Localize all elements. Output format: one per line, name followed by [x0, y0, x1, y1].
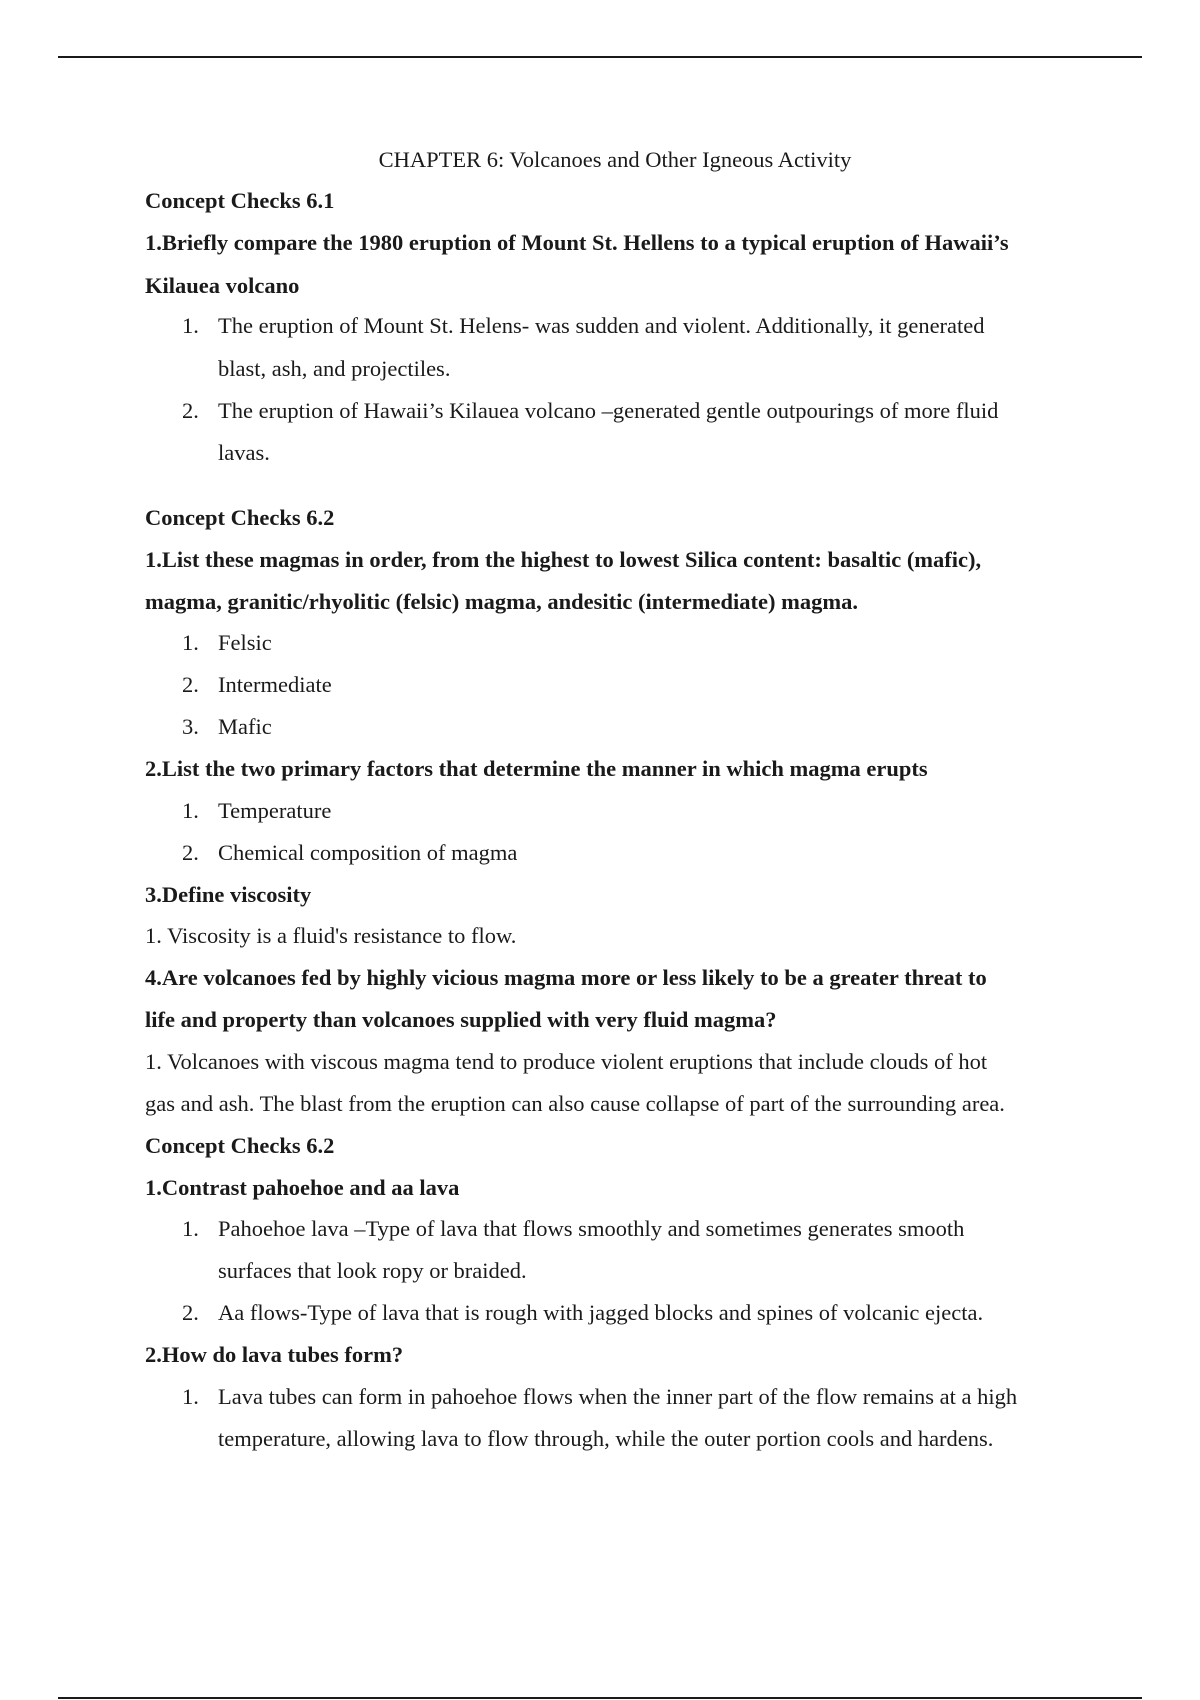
- question-text: Kilauea volcano: [145, 273, 300, 298]
- question-text: magma, granitic/rhyolitic (felsic) magma, andesitic (intermediate) magma.: [145, 589, 858, 614]
- question-text: 2.List the two primary factors that determine the manner in which magma erupts: [145, 756, 928, 781]
- list-number: 1.: [182, 313, 199, 338]
- question-text: 1.Contrast pahoehoe and aa lava: [145, 1175, 460, 1200]
- list-item: blast, ash, and projectiles.: [218, 356, 451, 381]
- list-number: 1.: [182, 1216, 199, 1241]
- bottom-rule: [58, 1697, 1142, 1699]
- question-text: 1.List these magmas in order, from the highest to lowest Silica content: basaltic (mafic),: [145, 547, 982, 572]
- list-item: surfaces that look ropy or braided.: [218, 1258, 527, 1283]
- answer-text: gas and ash. The blast from the eruption can also cause collapse of part of the surrounding area.: [145, 1091, 1005, 1116]
- list-item: Intermediate: [218, 672, 332, 697]
- question-text: 3.Define viscosity: [145, 882, 312, 907]
- section-heading: Concept Checks 6.2: [145, 505, 335, 530]
- list-number: 2.: [182, 398, 199, 423]
- question-text: life and property than volcanoes supplied with very fluid magma?: [145, 1007, 777, 1032]
- section-heading: Concept Checks 6.2: [145, 1133, 335, 1158]
- list-number: 2.: [182, 672, 199, 697]
- list-item: Lava tubes can form in pahoehoe flows when the inner part of the flow remains at a high: [218, 1384, 1018, 1409]
- list-item: temperature, allowing lava to flow through, while the outer portion cools and hardens.: [218, 1426, 994, 1451]
- list-number: 1.: [182, 1384, 199, 1409]
- list-item: Chemical composition of magma: [218, 840, 518, 865]
- list-number: 2.: [182, 840, 199, 865]
- list-item: lavas.: [218, 440, 270, 465]
- list-number: 3.: [182, 714, 199, 739]
- list-number: 1.: [182, 798, 199, 823]
- section-heading: Concept Checks 6.1: [145, 188, 335, 213]
- list-item: Mafic: [218, 714, 272, 739]
- list-item: The eruption of Mount St. Helens- was sudden and violent. Additionally, it generated: [218, 313, 985, 338]
- list-number: 2.: [182, 1300, 199, 1325]
- top-rule: [58, 56, 1142, 58]
- question-text: 2.How do lava tubes form?: [145, 1342, 404, 1367]
- chapter-title: CHAPTER 6: Volcanoes and Other Igneous Activity: [378, 147, 852, 172]
- list-item: Aa flows-Type of lava that is rough with jagged blocks and spines of volcanic ejecta.: [218, 1300, 984, 1325]
- list-number: 1.: [182, 630, 199, 655]
- list-item: Pahoehoe lava –Type of lava that flows smoothly and sometimes generates smooth: [218, 1216, 965, 1241]
- answer-text: 1. Volcanoes with viscous magma tend to produce violent eruptions that include clouds of hot: [145, 1049, 988, 1074]
- list-item: Temperature: [218, 798, 332, 823]
- list-item: Felsic: [218, 630, 272, 655]
- question-text: 1.Briefly compare the 1980 eruption of Mount St. Hellens to a typical eruption of Hawaii’s: [145, 230, 1009, 255]
- answer-text: 1. Viscosity is a fluid's resistance to flow.: [145, 923, 517, 948]
- list-item: The eruption of Hawaii’s Kilauea volcano –generated gentle outpourings of more fluid: [218, 398, 999, 423]
- question-text: 4.Are volcanoes fed by highly vicious magma more or less likely to be a greater threat to: [145, 965, 987, 990]
